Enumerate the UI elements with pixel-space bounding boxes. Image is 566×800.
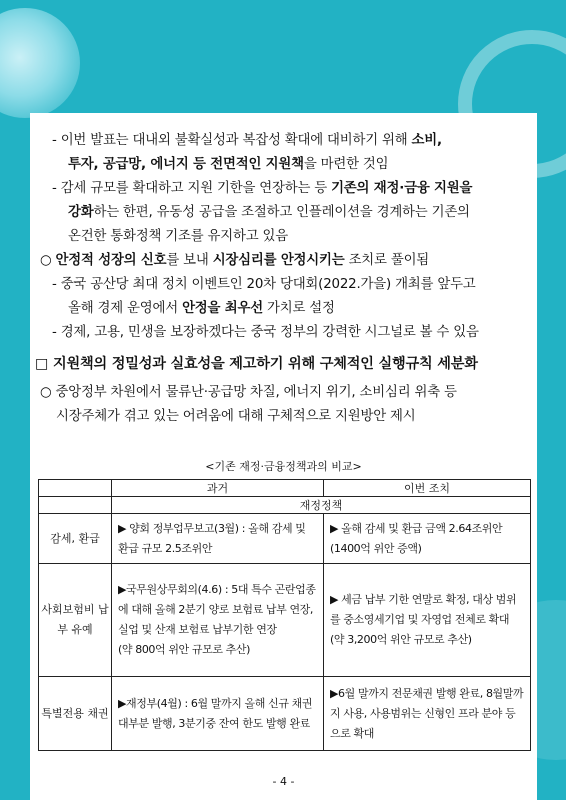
cell-past: ▶재정부(4월) : 6월 말까지 올해 신규 채권 대부분 발행, 3분기중 잔여 한도 발행 완료 <box>112 677 324 751</box>
table-header-empty <box>39 480 112 497</box>
cell-now: ▶ 세금 납부 기한 연말로 확정, 대상 범위를 중소영세기업 및 자영업 전체로 확대 (약 3,200억 위안 규모로 추산) <box>324 564 531 677</box>
bullet-line: 올해 경제 운영에서 안정을 최우선 가치로 설정 <box>68 301 335 316</box>
bullet-line: - 경제, 고용, 민생을 보장하겠다는 중국 정부의 강력한 시그널로 볼 수 있음 <box>52 325 479 340</box>
page-number: - 4 - <box>272 775 295 788</box>
row-label: 감세, 환급 <box>39 514 112 564</box>
table-header-now: 이번 조치 <box>324 480 531 497</box>
section-heading: □ 지원책의 정밀성과 실효성을 제고하기 위해 구체적인 실행규칙 세분화 <box>35 356 478 372</box>
row-label: 사회보험비 납부 유예 <box>39 564 112 677</box>
bullet-line: 투자, 공급망, 에너지 등 전면적인 지원책을 마련한 것임 <box>68 157 389 172</box>
row-label: 특별전용 채권 <box>39 677 112 751</box>
table-row <box>39 564 531 677</box>
table-subheader-empty <box>39 497 112 514</box>
globe-decoration <box>0 8 80 118</box>
cell-past: ▶국무원상무회의(4.6) : 5대 특수 곤란업종에 대해 올해 2분기 양로 보험료 납부 연장, 실업 및 산재 보험료 납부기한 연장 (약 800억 위안 규모로 추산) <box>112 564 324 677</box>
document-page <box>30 113 537 800</box>
bullet-line: 시장주체가 겪고 있는 어려움에 대해 구체적으로 지원방안 제시 <box>56 409 416 424</box>
bullet-line: - 감세 규모를 확대하고 지원 기한을 연장하는 등 기존의 재정·금융 지원을 <box>52 181 473 196</box>
table-header-past: 과거 <box>112 480 324 497</box>
bullet-line: 온건한 통화정책 기조를 유지하고 있음 <box>68 229 288 244</box>
bullet-line: ○ 안정적 성장의 신호를 보내 시장심리를 안정시키는 조치로 풀이됨 <box>40 253 430 268</box>
bullet-line: ○ 중앙정부 차원에서 물류난·공급망 차질, 에너지 위기, 소비심리 위축 등 <box>40 385 457 400</box>
cell-now: ▶6월 말까지 전문채권 발행 완료, 8월말까지 사용, 사용범위는 신형인 프라 분야 등으로 확대 <box>324 677 531 751</box>
table-caption: <기존 재정·금융정책과의 비교> <box>205 460 362 473</box>
table-subheader: 재정정책 <box>112 497 531 514</box>
bullet-line: 강화하는 한편, 유동성 공급을 조절하고 인플레이션을 경계하는 기존의 <box>68 205 470 220</box>
table-row <box>39 514 531 564</box>
cell-past: ▶ 양회 정부업무보고(3월) : 올해 감세 및 환급 규모 2.5조위안 <box>112 514 324 564</box>
bullet-line: - 중국 공산당 최대 정치 이벤트인 20차 당대회(2022.가을) 개최를 앞두고 <box>52 277 476 292</box>
comparison-table <box>38 479 531 751</box>
cell-now: ▶ 올해 감세 및 환급 금액 2.64조위안 (1400억 위안 증액) <box>324 514 531 564</box>
table-row <box>39 677 531 751</box>
bullet-line: - 이번 발표는 대내외 불확실성과 복잡성 확대에 대비하기 위해 소비, <box>52 133 442 148</box>
